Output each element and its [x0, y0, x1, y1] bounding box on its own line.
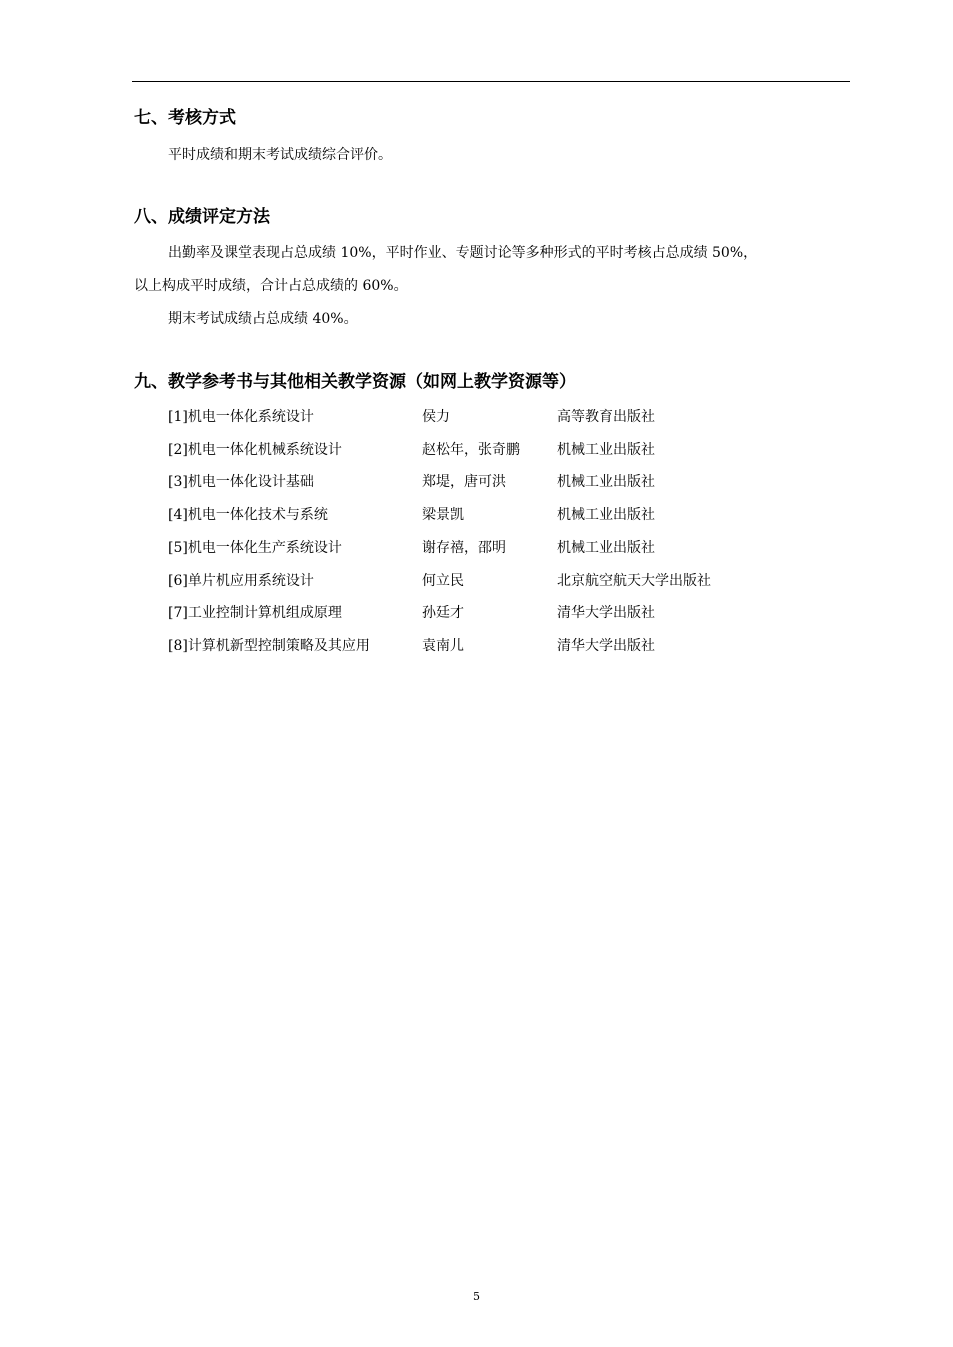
reference-row: [168, 602, 788, 624]
reference-row: [168, 570, 788, 592]
reference-title: [2]机电一体化机械系统设计: [168, 442, 342, 458]
section-heading-references: 九、教学参考书与其他相关教学资源（如网上教学资源等）: [134, 372, 576, 392]
reference-row: [168, 504, 788, 526]
reference-title: [3]机电一体化设计基础: [168, 474, 314, 490]
reference-author: 孙廷才: [422, 605, 464, 621]
reference-publisher: 北京航空航天大学出版社: [557, 573, 711, 589]
reference-row: [168, 406, 788, 428]
grading-text-line-1: 出勤率及课堂表现占总成绩 10%，平时作业、专题讨论等多种形式的平时考核占总成绩 50%，: [168, 245, 758, 261]
reference-publisher: 机械工业出版社: [557, 474, 655, 490]
section-heading-assessment: 七、考核方式: [134, 108, 236, 128]
reference-publisher: 机械工业出版社: [557, 507, 655, 523]
reference-author: 谢存禧，邵明: [422, 540, 506, 556]
reference-publisher: 机械工业出版社: [557, 442, 655, 458]
reference-row: [168, 537, 788, 559]
reference-row: [168, 635, 788, 657]
section-heading-grading: 八、成绩评定方法: [134, 207, 270, 227]
reference-author: 赵松年，张奇鹏: [422, 442, 520, 458]
reference-author: 何立民: [422, 573, 464, 589]
reference-title: [5]机电一体化生产系统设计: [168, 540, 342, 556]
reference-publisher: 高等教育出版社: [557, 409, 655, 425]
reference-title: [8]计算机新型控制策略及其应用: [168, 638, 370, 654]
grading-text-line-3: 期末考试成绩占总成绩 40%。: [168, 311, 358, 327]
reference-author: 梁景凯: [422, 507, 464, 523]
reference-title: [1]机电一体化系统设计: [168, 409, 314, 425]
reference-title: [4]机电一体化技术与系统: [168, 507, 328, 523]
reference-author: 袁南儿: [422, 638, 464, 654]
assessment-text: 平时成绩和期末考试成绩综合评价。: [168, 147, 392, 163]
reference-publisher: 清华大学出版社: [557, 605, 655, 621]
reference-author: 郑堤，唐可洪: [422, 474, 506, 490]
reference-publisher: 清华大学出版社: [557, 638, 655, 654]
reference-publisher: 机械工业出版社: [557, 540, 655, 556]
reference-row: [168, 439, 788, 461]
reference-row: [168, 471, 788, 493]
reference-title: [7]工业控制计算机组成原理: [168, 605, 342, 621]
reference-title: [6]单片机应用系统设计: [168, 573, 314, 589]
header-rule: [132, 81, 850, 82]
grading-text-line-2: 以上构成平时成绩，合计占总成绩的 60%。: [134, 278, 408, 294]
page-number: 5: [473, 1290, 480, 1303]
reference-author: 侯力: [422, 409, 450, 425]
